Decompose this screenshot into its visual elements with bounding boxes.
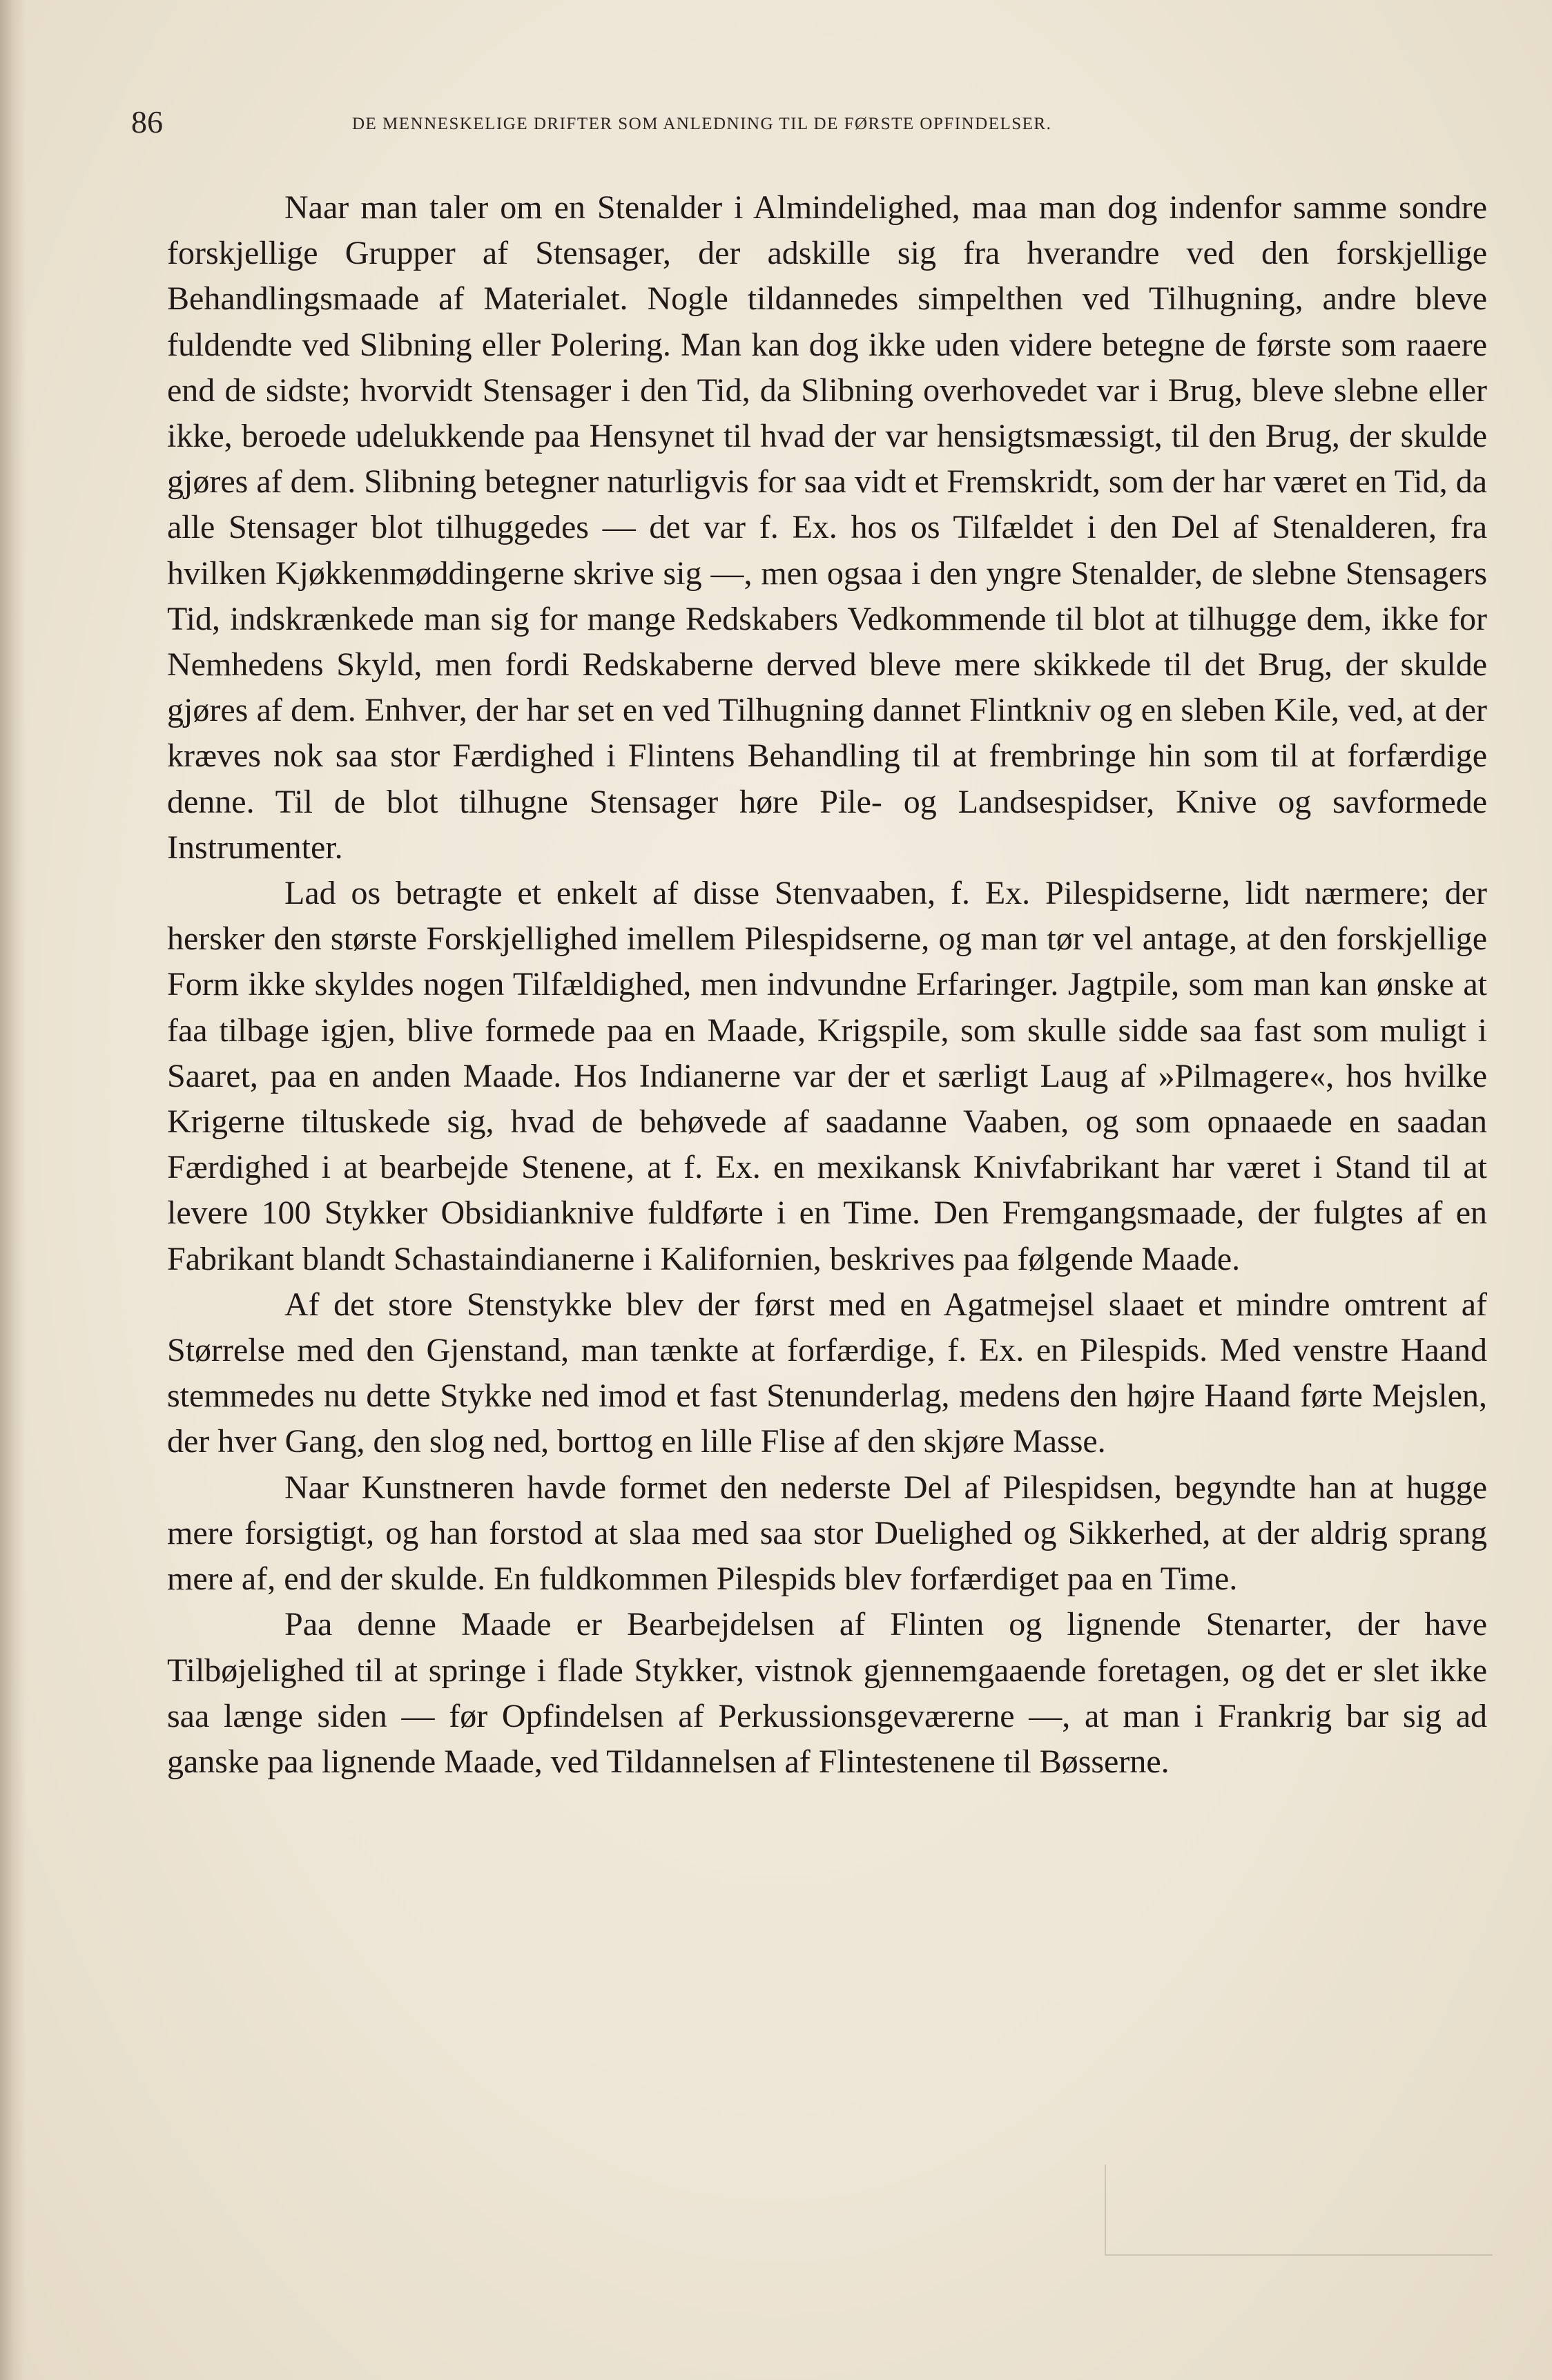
paragraph-3: Af det store Stenstykke blev der først med en Agatmejsel slaaet et mindre omtrent af Størrelse med den Gjenstand, man tænkte at forfærdige, f. Ex. en Pilespids. Med venstre Haand stemmedes nu dette Stykke ned imod et fast Stenunderlag, medens den højre Haand førte Mejslen, der hver Gang, den slog ned, borttog en lille Flise af den skjøre Masse. [167,1286,1487,1460]
faint-show-through-mark [1105,2165,1493,2256]
paragraph-5: Paa denne Maade er Bearbejdelsen af Flinten og lignende Stenarter, der have Tilbøjelighed til at springe i flade Stykker, vistnok gjennemgaaende foretagen, og det er slet ikke saa længe siden — før Opfindelsen af Perkussionsgeværerne —, at man i Frankrig bar sig ad ganske paa lignende Maade, ved Tildannelsen af Flintestenene til Bøsserne. [167,1606,1487,1780]
running-title: DE MENNESKELIGE DRIFTER SOM ANLEDNING TIL DE FØRSTE OPFINDELSER. [352,115,1052,133]
page-header [131,104,1305,145]
binding-shadow [0,0,26,2380]
page-number: 86 [131,104,163,139]
paragraph-4: Naar Kunstneren havde formet den nederste Del af Pilespidsen, begyndte han at hugge mere forsigtigt, og han forstod at slaa med saa stor Duelighed og Sikkerhed, at der aldrig sprang mere af, end der skulde. En fuldkommen Pilespids blev forfærdiget paa en Time. [167,1469,1487,1598]
paragraph-1: Naar man taler om en Stenalder i Almindelighed, maa man dog indenfor samme sondre forskjellige Grupper af Stensager, der adskille sig fra hverandre ved den forskjellige Behandlingsmaade af Materialet. Nogle tildannedes simpelthen ved Tilhugning, andre bleve fuldendte ved Slibning eller Polering. Man kan dog ikke uden videre betegne de første som raaere end de sidste; hvorvidt Stensager i den Tid, da Slibning overhovedet var i Brug, bleve slebne eller ikke, beroede udelukkende paa Hensynet til hvad der var hensigtsmæssigt, til den Brug, der skulde gjøres af dem. Slibning betegner naturligvis for saa vidt et Fremskridt, som der har været en Tid, da alle Stensager blot tilhuggedes — det var f. Ex. hos os Tilfældet i den Del af Stenalderen, fra hvilken Kjøkkenmøddingerne skrive sig —, men ogsaa i den yngre Stenalder, de slebne Stensagers Tid, indskrænkede man sig for mange Redskabers Vedkommende til blot at tilhugge dem, ikke for Nemhedens Skyld, men fordi Redskaberne derved bleve mere skikkede til det Brug, der skulde gjøres af dem. Enhver, der har set en ved Tilhugning dannet Flintkniv og en sleben Kile, ved, at der kræves nok saa stor Færdighed i Flintens Behandling til at frembringe hin som til at forfærdige denne. Til de blot tilhugne Stensager høre Pile- og Landsespidser, Knive og savformede Instrumenter. [167,189,1487,866]
paragraph-2: Lad os betragte et enkelt af disse Stenvaaben, f. Ex. Pilespidserne, lidt nærmere; der hersker den største Forskjellighed imellem Pilespidserne, og man tør vel antage, at den forskjellige Form ikke skyldes nogen Tilfældighed, men indvundne Erfaringer. Jagtpile, som man kan ønske at faa tilbage igjen, blive formede paa en Maade, Krigspile, som skulle sidde saa fast som muligt i Saaret, paa en anden Maade. Hos Indianerne var der et særligt Laug af »Pilmagere«, hos hvilke Krigerne tiltuskede sig, hvad de behøvede af saadanne Vaaben, og som opnaaede en saadan Færdighed i at bearbejde Stenene, at f. Ex. en mexikansk Knivfabrikant har været i Stand til at levere 100 Stykker Obsidianknive fuldførte i en Time. Den Fremgangsmaade, der fulgtes af en Fabrikant blandt Schastaindianerne i Kalifornien, beskrives paa følgende Maade. [167,875,1487,1277]
body-text [167,185,1487,1785]
